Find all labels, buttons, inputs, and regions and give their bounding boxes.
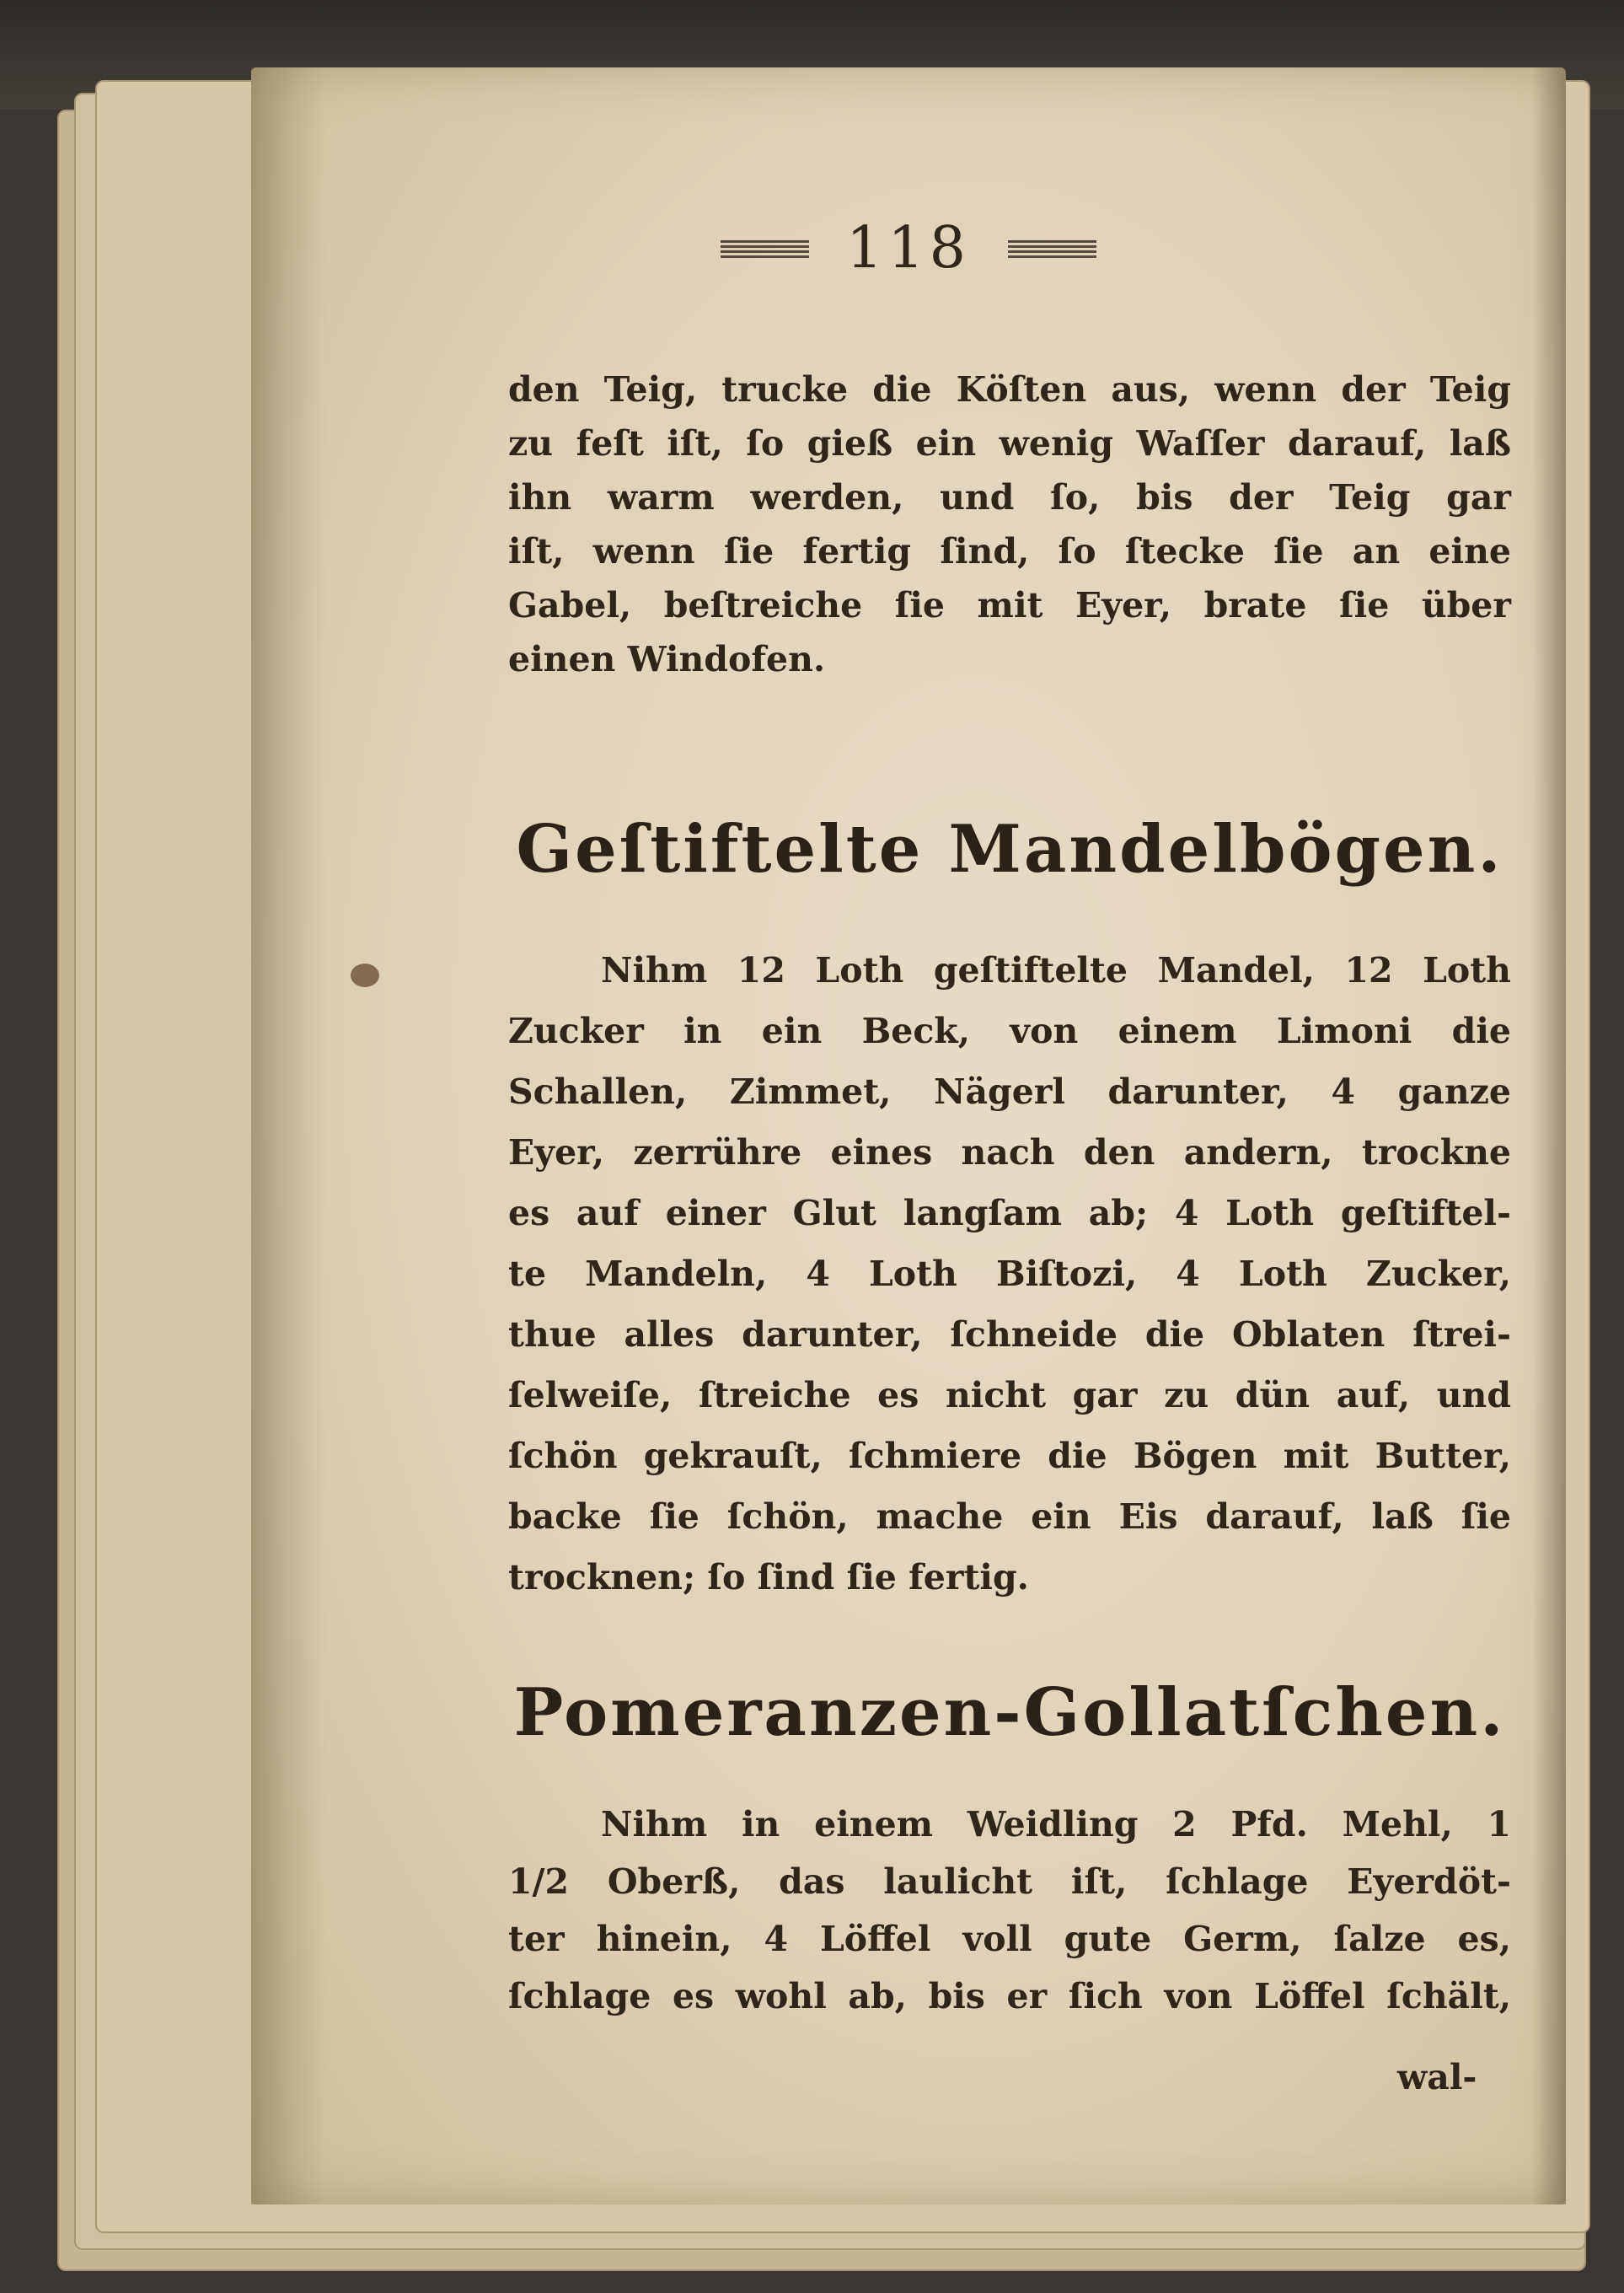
text-line: te Mandeln, 4 Loth Biſtozi, 4 Loth Zucker, xyxy=(508,1254,1511,1294)
text-line: Eyer, zerrühre eines nach den andern, trockne xyxy=(508,1132,1511,1173)
text-line: 1/2 Oberß, das laulicht iſt, ſchlage Eyerdöt- xyxy=(508,1861,1511,1902)
recipe-paragraph xyxy=(508,1796,1511,2025)
page-edge xyxy=(1532,67,1566,2204)
text-line: Schallen, Zimmet, Nägerl darunter, 4 ganze xyxy=(508,1071,1511,1112)
recipe-title: Pomeranzen-Gollatſchen. xyxy=(513,1674,1506,1751)
text-line: Zucker in ein Beck, von einem Limoni die xyxy=(508,1011,1511,1051)
book xyxy=(49,67,1600,2276)
text-line: trocknen; ſo ſind ſie fertig. xyxy=(508,1557,1029,1598)
text-line: einen Windofen. xyxy=(508,639,826,679)
text-line: ter hinein, 4 Löffel voll gute Germ, ſalze es, xyxy=(508,1919,1511,1959)
page-number: 118 xyxy=(846,215,971,282)
header-ornament-right xyxy=(1008,239,1096,258)
intro-paragraph xyxy=(508,362,1511,686)
text-line: ſchlage es wohl ab, bis er ſich von Löffel ſchält, xyxy=(508,1976,1511,2016)
text-line: thue alles darunter, ſchneide die Oblaten ſtrei- xyxy=(508,1314,1511,1355)
text-line: den Teig, trucke die Köſten aus, wenn der Teig xyxy=(508,369,1511,410)
text-line: ihn warm werden, und ſo, bis der Teig gar xyxy=(508,477,1511,518)
recipe-title: Geſtiftelte Mandelbögen. xyxy=(516,811,1503,888)
text-line: iſt, wenn ſie fertig ſind, ſo ſtecke ſie an eine xyxy=(508,531,1511,572)
text-line: ſelweiſe, ſtreiche es nicht gar zu dün auf, und xyxy=(508,1375,1511,1415)
text-line: es auf einer Glut langſam ab; 4 Loth geſtiftel- xyxy=(508,1193,1511,1233)
page-gutter xyxy=(251,67,327,2204)
page-header xyxy=(251,215,1566,282)
text-line: backe ſie ſchön, mache ein Eis darauf, laß ſie xyxy=(508,1496,1511,1537)
text-line: Nihm 12 Loth geſtiftelte Mandel, 12 Loth xyxy=(601,950,1511,991)
recipe-paragraph xyxy=(508,940,1511,1608)
text-line: Gabel, beſtreiche ſie mit Eyer, brate ſie über xyxy=(508,585,1511,626)
ink-stain xyxy=(351,964,379,987)
header-ornament-left xyxy=(721,239,809,258)
text-line: ſchön gekrauſt, ſchmiere die Bögen mit Butter, xyxy=(508,1436,1511,1476)
text-line: zu feſt iſt, ſo gieß ein wenig Waſſer darauf, laß xyxy=(508,423,1511,464)
catchword: wal- xyxy=(1397,2057,1477,2097)
text-line: Nihm in einem Weidling 2 Pfd. Mehl, 1 xyxy=(601,1804,1511,1845)
